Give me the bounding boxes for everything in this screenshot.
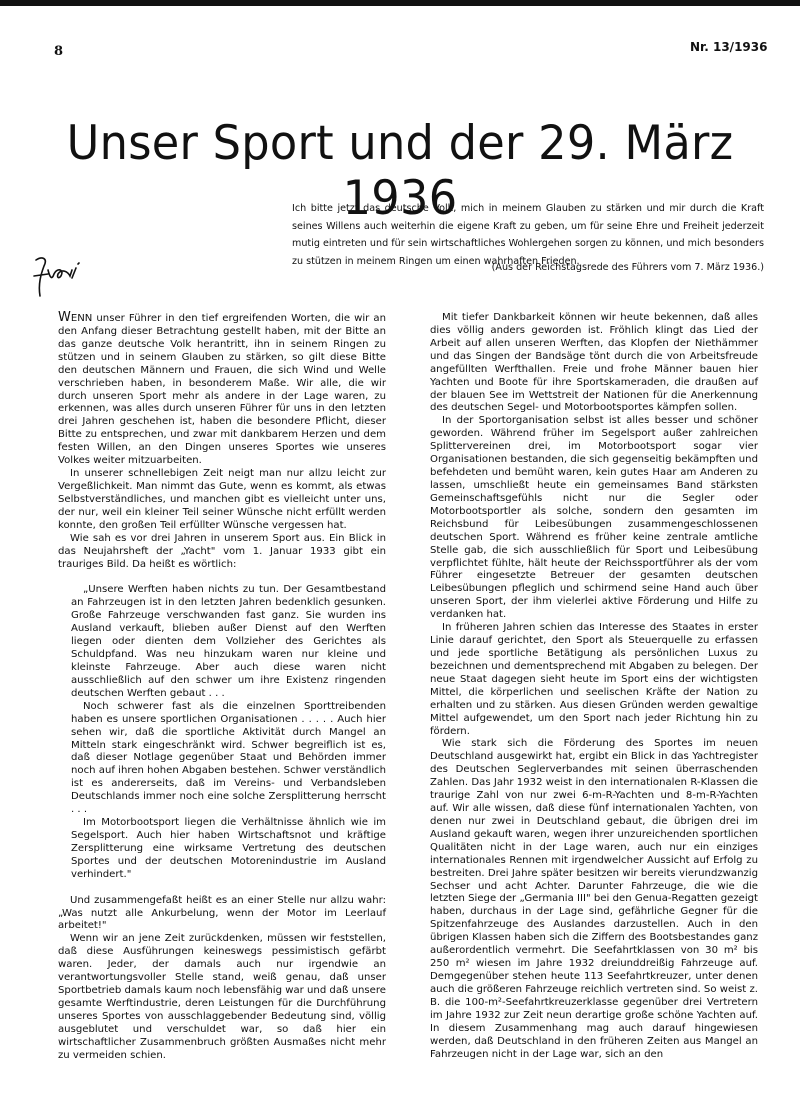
article-paragraph: Und zusammengefaßt heißt es an einer Stelle nur allzu wahr: „Was nutzt alle Ankurbelung, wenn der Motor im Leerlauf arbeitet!"	[58, 894, 386, 932]
article-paragraph: Wenn wir an jene Zeit zurückdenken, müssen wir feststellen, daß diese Ausführungen keineswegs pessimistisch gefärbt waren. Jeder, der damals auch nur irgendwie an verantwortungsvoller Stelle stand, weiß genau, daß unser Sportbetrieb damals kaum noch lebensfähig war und daß unsere gesamte Werftindustrie, deren Leistungen für die Durchführung unseres Sportes von ausschlaggebender Bedeutung sind, völlig ausgeblutet und verschuldet war, so daß hier ein wirtschaftlicher Zusammenbruch größten Ausmaßes nicht mehr zu vermeiden schien.	[58, 933, 386, 1061]
quoted-paragraph: Noch schwerer fast als die einzelnen Sporttreibenden haben es unsere sportlichen Organisationen . . . . . Auch hier sehen wir, daß die sportliche Aktivität durch Mangel an Mitteln stark eingeschränkt wird. Schwer begreiflich ist es, daß dieser Notlage gegenüber Staat und Behörden immer noch auf ihren hohen Abgaben bestehen. Schwer verständlich ist es andererseits, daß im Vereins- und Verbandsleben Deutschlands immer noch eine solche Zersplitterung herrscht . . .	[71, 700, 386, 816]
article-paragraph: Mit tiefer Dankbarkeit können wir heute bekennen, daß alles dies völlig anders geworden ist. Fröhlich klingt das Lied der Arbeit auf allen unseren Werften, das Klopfen der Niethämmer und das Singen der Bandsäge tönt durch die von Arbeitsfreude angefüllten Werfthallen. Freie und frohe Männer bauen hier Yachten und Boote für ihre Sportskameraden, die draußen auf der blauen See im Wettstreit der Nationen für die Anerkennung des deutschen Segel- und Motorbootsportes kämpfen sollen.	[430, 312, 758, 414]
article-column-left	[58, 312, 386, 1063]
article-column-right	[430, 312, 758, 1061]
article-paragraph: In unserer schnellebigen Zeit neigt man nur allzu leicht zur Vergeßlichkeit. Man nimmt das Gute, wenn es kommt, als etwas Selbstverständliches, und manchen gibt es vielleicht unter uns, der nur, weil ein kleiner Teil seiner Wünsche nicht erfüllt werden konnte, den großen Teil erfüllter Wünsche vergessen hat.	[58, 468, 386, 531]
paragraph-text: ENN unser Führer in den tief ergreifenden Worten, die wir an den Anfang dieser Betrachtung gestellt haben, mit der Bitte an das ganze deutsche Volk herantritt, ihn in seinem Ringen zu stützen und in seinem Glauben zu stärken, so gilt diese Bitte den deutschen Männern und Frauen, die sich Wind und Welle verschrieben haben, in besonderem Maße. Wir alle, die wir durch unseren Sport mehr als andere in der Lage waren, zu erkennen, was alles durch unseren Führer für uns in den letzten drei Jahren geschehen ist, haben die besondere Pflicht, dieser Bitte zu entsprechen, und zwar mit dankbarem Herzen und dem festen Willen, an den Dingen unseres Sportes wie unseres Volkes weiter mitzuarbeiten.	[58, 313, 386, 467]
article-paragraph: Wie stark sich die Förderung des Sportes im neuen Deutschland ausgewirkt hat, ergibt ein Blick in das Yachtregister des Deutschen Seglerverbandes mit seinen überraschenden Zahlen. Das Jahr 1932 weist in den internationalen R-Klassen die traurige Zahl von nur zwei 6-m-R-Yachten und 8-m-R-Yachten auf. Wir alle wissen, daß diese fünf internationalen Yachten, von denen nur zwei in Deutschland gebaut, die übrigen drei im Ausland gekauft waren, wegen ihrer unzureichenden sportlichen Qualitäten nicht in der Lage waren, auch nur ein einziges internationales Rennen mit irgendwelcher Aussicht auf Erfolg zu bestreiten. Drei Jahre später besitzen wir bereits vierundzwanzig Sechser und acht Achter. Darunter Fahrzeuge, die wie die letzten Siege der „Germania III" bei den Genua-Regatten gezeigt haben, durchaus in der Lage sind, gefährliche Gegner für die Spitzenfahrzeuge des Auslandes darzustellen. Auch in den übrigen Klassen haben sich die Ziffern des Bootsbestandes ganz außerordentlich vermehrt. Die Seefahrtklassen von 30 m² bis 250 m² wiesen im Jahre 1932 dreiunddreißig Fahrzeuge auf. Demgegenüber stehen heute 113 Seefahrtkreuzer, unter denen auch die größeren Fahrzeuge reichlich vertreten sind. So weist z. B. die 100-m²-Seefahrtkreuzerklasse gegenüber drei Vertretern im Jahre 1932 zur Zeit neun derartige große schöne Yachten auf. In diesem Zusammenhang mag auch darauf hingewiesen werden, daß Deutschland in den früheren Zeiten aus Mangel an Fahrzeugen nicht in der Lage war, sich an den	[430, 738, 758, 1060]
epigraph-source: (Aus der Reichstagsrede des Führers vom 7. März 1936.)	[491, 262, 764, 273]
top-border	[0, 0, 800, 6]
quoted-paragraph: „Unsere Werften haben nichts zu tun. Der Gesamtbestand an Fahrzeugen ist in den letzten Jahren bedenklich gesunken. Große Fahrzeuge verschwanden fast ganz. Sie wurden ins Ausland verkauft, blieben außer Dienst auf den Werften liegen oder dienten dem Vollzieher des Gerichtes als Schuldpfand. Was neu hinzukam waren nur kleine und kleinste Fahrzeuge. Aber auch diese waren nicht ausschließlich auf den schwer um ihre Existenz ringenden deutschen Werften gebaut . . .	[71, 584, 386, 699]
handwritten-annotation	[32, 254, 88, 298]
issue-number: Nr. 13/1936	[690, 40, 768, 54]
article-paragraph: In früheren Jahren schien das Interesse des Staates in erster Linie darauf gerichtet, den Sport als Steuerquelle zu erfassen und jede sportliche Betätigung als persönlichen Luxus zu bezeichnen und dementsprechend mit Abgaben zu belegen. Der neue Staat dagegen sieht heute im Sport eins der wichtigsten Mittel, die körperlichen und seelischen Kräfte der Nation zu erhalten und zu stärken. Aus diesen Gründen werden gewaltige Mittel aufgewendet, um den Sport nach jeder Richtung hin zu fördern.	[430, 622, 758, 737]
quoted-paragraph: Im Motorbootsport liegen die Verhältnisse ähnlich wie im Segelsport. Auch hier haben Wirtschaftsnot und kräftige Zersplitterung eine wirksame Vertretung des deutschen Sportes und der deutschen Motorenindustrie im Ausland verhindert."	[71, 817, 386, 880]
page-number: 8	[54, 44, 64, 59]
article-paragraph: In der Sportorganisation selbst ist alles besser und schöner geworden. Während früher im Segelsport außer zahlreichen Splittervereinen drei, im Motorbootsport sogar vier Organisationen bestanden, die sich gegenseitig bekämpften und befehdeten und bemüht waren, kein gutes Haar am Anderen zu lassen, umschließt heute ein gemeinsames Band stärksten Gemeinschaftsgefühls nicht nur die Segler oder Motorbootsportler als solche, sondern den gesamten im Reichsbund für Leibesübungen zusammengeschlossenen deutschen Sport. Während es früher keine zentrale amtliche Stelle gab, die sich ausschließlich für Sport und Leibesübung verpflichtet fühlte, hält heute der Reichssportführer als der vom Führer eingesetzte Betreuer der gesamten deutschen Leibesübungen pfleglich und schirmend seine Hand auch über unseren Sport, der ihm vielerlei aktive Förderung und Hilfe zu verdanken hat.	[430, 415, 758, 621]
epigraph-quote: Ich bitte jetzt das deutsche Volk, mich in meinem Glauben zu stärken und mir durch die Kraft seines Willens auch weiterhin die eigene Kraft zu geben, um für seine Ehre und Freiheit jederzeit mutig eintreten und für sein wirtschaftliches Wohlergehen sorgen zu können, und mich besonders zu stützen in meinem Ringen um einen wahrhaften Frieden.	[292, 203, 764, 267]
drop-cap: W	[58, 310, 71, 325]
article-paragraph: Wie sah es vor drei Jahren in unserem Sport aus. Ein Blick in das Neujahrsheft der „Yacht" vom 1. Januar 1933 gibt ein trauriges Bild. Da heißt es wörtlich:	[58, 532, 386, 570]
article-title: Unser Sport und der 29. März 1936	[66, 116, 734, 226]
article-paragraph	[58, 312, 386, 468]
